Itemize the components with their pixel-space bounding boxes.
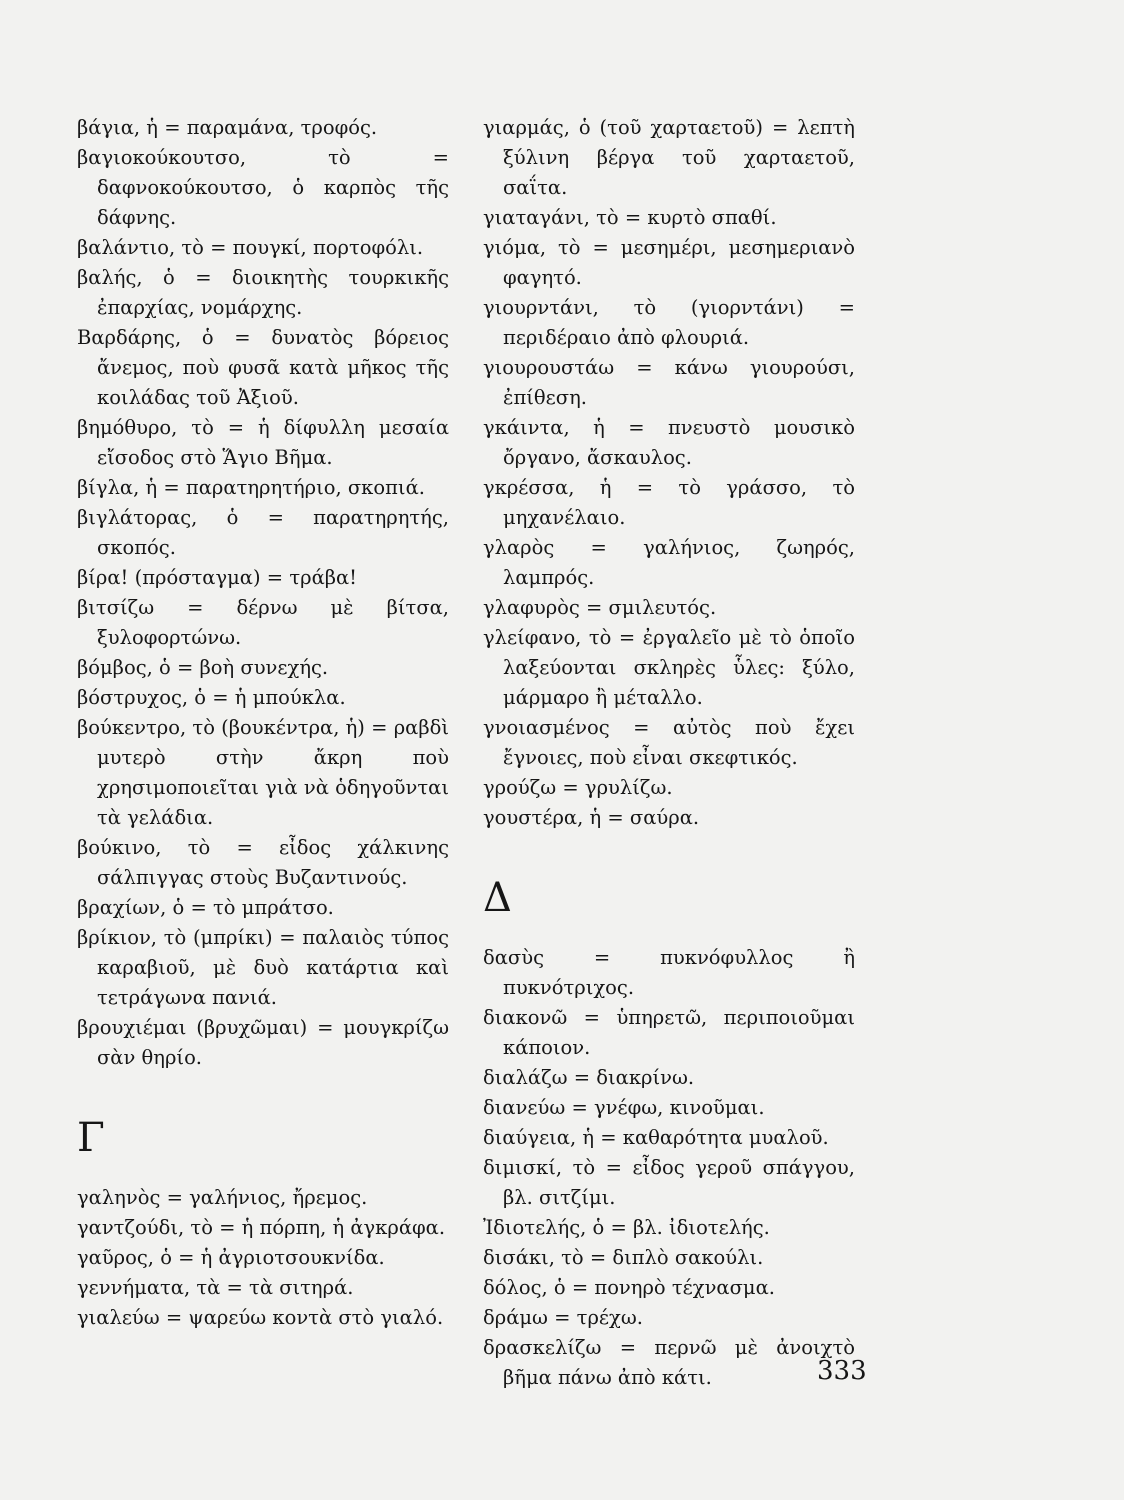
glossary-entry: δόλος, ὁ = πονηρὸ τέχνασμα. [483,1276,775,1299]
glossary-entry: βραχίων, ὁ = τὸ μπράτσο. [77,896,334,919]
glossary-entry: γιουρντάνι, τὸ (γιορντάνι) = περιδέραιο ἀπὸ φλουριά. [483,296,855,349]
glossary-entry: γαῦρος, ὁ = ἡ ἀγριοτσουκνίδα. [77,1246,385,1269]
glossary-entry: βιγλάτορας, ὁ = παρατηρητής, σκοπός. [77,506,449,559]
entry-list [77,113,449,1073]
glossary-entry: βόμβος, ὁ = βοὴ συνεχής. [77,656,329,679]
entry-list [483,113,855,833]
glossary-entry: γιαταγάνι, τὸ = κυρτὸ σπαθί. [483,206,777,229]
glossary-entry: βημόθυρο, τὸ = ἡ δίφυλλη μεσαία εἴσοδος στὸ Ἅγιο Βῆμα. [77,416,449,469]
glossary-entry: βρουχιέμαι (βρυχῶμαι) = μουγκρίζω σὰν θηρίο. [77,1016,449,1069]
glossary-entry: γαληνὸς = γαλήνιος, ἤρεμος. [77,1186,368,1209]
glossary-entry: γνοιασμένος = αὐτὸς ποὺ ἔχει ἔγνοιες, ποὺ εἶναι σκεφτικός. [483,716,855,769]
glossary-entry: διαύγεια, ἡ = καθαρότητα μυαλοῦ. [483,1126,829,1149]
glossary-entry: βαγιοκούκουτσο, τὸ = δαφνοκούκουτσο, ὁ καρπὸς τῆς δάφνης. [77,146,449,229]
glossary-entry: γκάιντα, ἡ = πνευστὸ μουσικὸ ὄργανο, ἄσκαυλος. [483,416,855,469]
glossary-entry: βούκινο, τὸ = εἶδος χάλκινης σάλπιγγας στοὺς Βυζαντινούς. [77,836,449,889]
glossary-entry: διαλάζω = διακρίνω. [483,1066,695,1089]
glossary-entry: βάγια, ἡ = παραμάνα, τροφός. [77,116,378,139]
page-number: 333 [817,1356,867,1386]
glossary-entry: δασὺς = πυκνόφυλλος ἢ πυκνότριχος. [483,946,855,999]
glossary-entry: δρασκελίζω = περνῶ μὲ ἀνοιχτὸ βῆμα πάνω ἀπὸ κάτι. [483,1336,855,1389]
glossary-entry: γλείφανο, τὸ = ἐργαλεῖο μὲ τὸ ὁποῖο λαξεύονται σκληρὲς ὗλες: ξύλο, μάρμαρο ἢ μέταλλο. [483,626,855,709]
glossary-entry: βαλάντιο, τὸ = πουγκί, πορτοφόλι. [77,236,424,259]
glossary-entry: γλαφυρὸς = σμιλευτός. [483,596,717,619]
glossary-entry: γιουρουστάω = κάνω γιουρούσι, ἐπίθεση. [483,356,855,409]
section-letter-heading: Δ [483,875,512,921]
glossary-entry: Βαρδάρης, ὁ = δυνατὸς βόρειος ἄνεμος, ποὺ φυσᾶ κατὰ μῆκος τῆς κοιλάδας τοῦ Ἀξιοῦ. [77,326,449,409]
glossary-entry: γλαρὸς = γαλήνιος, ζωηρός, λαμπρός. [483,536,855,589]
glossary-entry: γιαρμάς, ὁ (τοῦ χαρταετοῦ) = λεπτὴ ξύλινη βέργα τοῦ χαρταετοῦ, σαΐτα. [483,116,855,199]
right-column [483,113,855,1393]
entry-list [483,943,855,1393]
glossary-entry: δράμω = τρέχω. [483,1306,643,1329]
glossary-entry: διμισκί, τὸ = εἶδος γεροῦ σπάγγου, βλ. σιτζίμι. [483,1156,855,1209]
glossary-entry: βίρα! (πρόσταγμα) = τράβα! [77,566,358,589]
glossary-entry: βιτσίζω = δέρνω μὲ βίτσα, ξυλοφορτώνω. [77,596,449,649]
glossary-entry: διανεύω = γνέφω, κινοῦμαι. [483,1096,765,1119]
glossary-entry: βρίκιον, τὸ (μπρίκι) = παλαιὸς τύπος καραβιοῦ, μὲ δυὸ κατάρτια καὶ τετράγωνα πανιά. [77,926,449,1009]
entry-list [77,1183,449,1333]
glossary-entry: βίγλα, ἡ = παρατηρητήριο, σκοπιά. [77,476,425,499]
section-letter-heading: Γ [77,1115,105,1161]
glossary-entry: βόστρυχος, ὁ = ἡ μπούκλα. [77,686,346,709]
glossary-entry: δισάκι, τὸ = διπλὸ σακούλι. [483,1246,764,1269]
glossary-entry: γουστέρα, ἡ = σαύρα. [483,806,700,829]
glossary-entry: γκρέσσα, ἡ = τὸ γράσσο, τὸ μηχανέλαιο. [483,476,855,529]
glossary-entry: γεννήματα, τὰ = τὰ σιτηρά. [77,1276,354,1299]
glossary-entry: γιόμα, τὸ = μεσημέρι, μεσημεριανὸ φαγητό. [483,236,855,289]
glossary-entry: Ἰδιοτελής, ὁ = βλ. ἰδιοτελής. [483,1216,770,1239]
glossary-entry: βαλής, ὁ = διοικητὴς τουρκικῆς ἐπαρχίας, νομάρχης. [77,266,449,319]
glossary-entry: διακονῶ = ὑπηρετῶ, περιποιοῦμαι κάποιον. [483,1006,855,1059]
glossary-entry: γρούζω = γρυλίζω. [483,776,673,799]
glossary-entry: βούκεντρο, τὸ (βουκέντρα, ἡ) = ραβδὶ μυτερὸ στὴν ἄκρη ποὺ χρησιμοποιεῖται γιὰ νὰ ὁδηγοῦνται τὰ γελάδια. [77,716,449,829]
glossary-entry: γαντζούδι, τὸ = ἡ πόρπη, ἡ ἀγκράφα. [77,1216,446,1239]
glossary-entry: γιαλεύω = ψαρεύω κοντὰ στὸ γιαλό. [77,1306,444,1329]
left-column [77,113,449,1333]
